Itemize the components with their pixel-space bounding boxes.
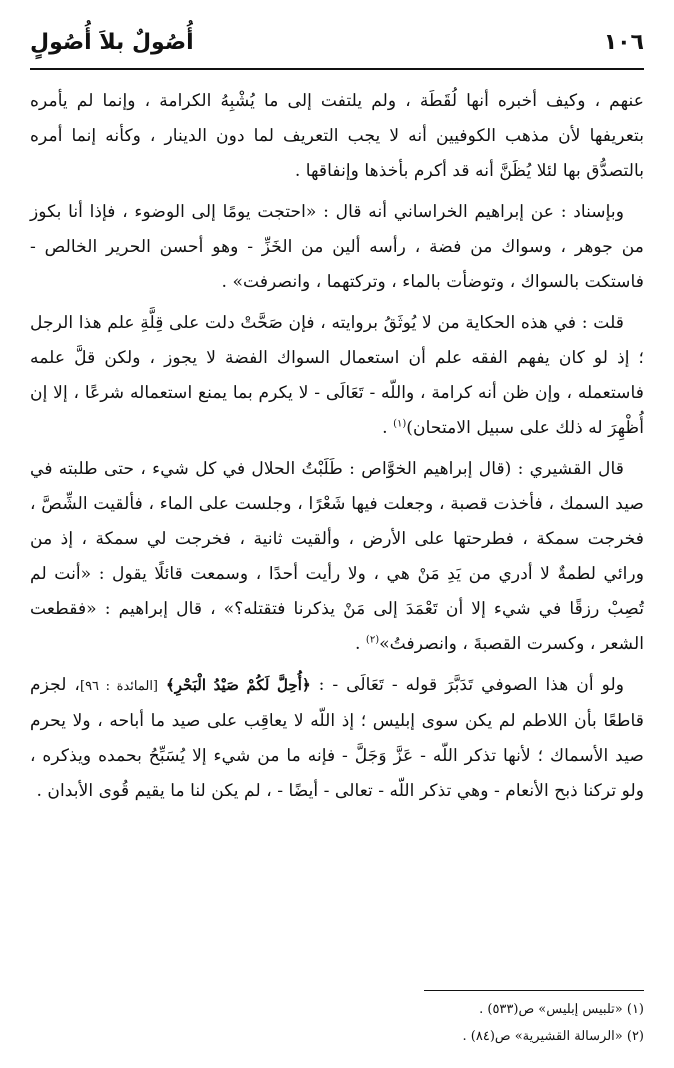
footnote: (٢) «الرسالة القشيرية» ص(٨٤) .	[462, 1029, 644, 1044]
paragraph	[30, 195, 644, 300]
footnote-mark: (١)	[393, 418, 407, 430]
paragraph: قال القشيري : (قال إبراهيم الخوَّاص : طَلَبْتُ الحلال في كل شيء ، حتى طلبته في صيد السمك ، فأخذت قصبة ، وجعلت فيها شَعْرًا ، وجلست على الماء ، فألقيت الشِّصَّ ، فخرجت سمكة ، فطرحتها على الأرض ، وألقيت ثانية ، فخرجت لي سمكة ، إذ من ورائي لطمةٌ لا أدري من يَدِ مَنْ هي ، ولا رأيت أحدًا ، وسمعت قائلًا يقول : «أنت لم تُصِبْ رزقًا في شيء إلا أن تَعْمَدَ إلى مَنْ يذكرنا فتقتله؟» ، قال إبراهيم : «فقطعت الشعر ، وكسرت القصبةَ ، وانصرفتُ»$^{(٢)}$ .	[30, 459, 644, 654]
running-title: أُصُولٌ بلاَ أُصُولٍ	[30, 30, 194, 55]
paragraph-quran	[30, 668, 644, 809]
page-header	[30, 28, 644, 70]
paragraph-text: قلت : في هذه الحكاية من لا يُوثَقُ بروايته ، فإن صَحَّتْ دلت على قِلَّةِ علم هذا الرجل ؛ إذ لو كان يفهم الفقه علم أن استعمال السواك الفضة لا يجوز ، ولكن قلَّ علمه فاستعمله ، وإن ظن أنه كرامة ، واللّه - تَعَالَى - لا يكرم بما يمنع استعماله شرعًا ، إلا إن أُظْهِرَ له ذلك على سبيل الامتحان)	[30, 313, 644, 438]
paragraph	[30, 84, 644, 189]
punctuation: ،	[74, 675, 80, 695]
verse-reference: [المائدة : ٩٦]	[79, 679, 159, 694]
footnote-divider	[424, 990, 644, 991]
footnotes	[30, 996, 644, 1050]
quran-verse: ﴿أُحِلَّ لَكُمْ صَيْدُ الْبَحْرِ﴾	[165, 676, 311, 694]
paragraph-text: وبإسناد : عن إبراهيم الخراساني أنه قال : «احتجت يومًا إلى الوضوء ، فإذا أنا بكوز من جوهر ، وسواك من فضة ، رأسه ألين من الخَزِّ - وهو أحسن الحرير الخالص - فاستكت بالسواك ، وتوضأت بالماء ، وتركتهما ، وانصرفت» .	[30, 202, 644, 292]
paragraph-text: ولو أن هذا الصوفي تَدَبَّرَ قوله - تَعَالَى - :	[318, 675, 625, 695]
main-text	[30, 84, 644, 815]
paragraph-text: عنهم ، وكيف أخبره أنها لُقَطَة ، ولم يلتفت إلى ما يُشْبِهُ الكرامة ، وإنما لم يأمره بتعريفها لأن مذهب الكوفيين أنه لا يجب التعريف لما دون الدينار ، وكأنه إنما أمره بالتصدُّق بها لئلا يُظَنَّ أنه قد أكرم بأخذها وإنفاقها .	[30, 91, 644, 181]
page-number: ١٠٦	[603, 30, 644, 55]
footnote: (١) «تلبيس إبليس» ص(٥٣٣) .	[479, 1002, 644, 1017]
paragraph-text: لجزم قاطعًا بأن اللاطم لم يكن سوى إبليس ؛ إذ اللّه لا يعاقِب على صيد ما أباحه ، ولا يحرم صيد الأسماك ؛ لأنها تذكر اللّه - عَزَّ وَجَلَّ - فإنه ما من شيء إلا يُسَبِّحُ بحمده ويذكره ، ولو تركنا ذبح الأنعام - وهي تذكر اللّه - تعالى - أيضًا - ، لم يكن لنا ما يقيم قُوى الأبدان .	[30, 675, 644, 801]
paragraph: قلت : في هذه الحكاية من لا يُوثَقُ بروايته ، فإن صَحَّتْ دلت على قِلَّةِ علم هذا الرجل ؛ إذ لو كان يفهم الفقه علم أن استعمال السواك الفضة لا يجوز ، ولكن قلَّ علمه فاستعمله ، وإن ظن أنه كرامة ، واللّه - تَعَالَى - لا يكرم بما يمنع استعماله شرعًا ، إلا إن أُظْهِرَ له ذلك على سبيل الامتحان)$^{(١)}$ .	[30, 313, 644, 438]
paragraph-text: قال القشيري : (قال إبراهيم الخوَّاص : طَلَبْتُ الحلال في كل شيء ، حتى طلبته في صيد السمك ، فأخذت قصبة ، وجعلت فيها شَعْرًا ، وجلست على الماء ، فألقيت الشِّصَّ ، فخرجت سمكة ، فطرحتها على الأرض ، وألقيت ثانية ، فخرجت لي سمكة ، إذ من ورائي لطمةٌ لا أدري من يَدِ مَنْ هي ، ولا رأيت أحدًا ، وسمعت قائلًا يقول : «أنت لم تُصِبْ رزقًا في شيء إلا أن تَعْمَدَ إلى مَنْ يذكرنا فتقتله؟» ، قال إبراهيم : «فقطعت الشعر ، وكسرت القصبةَ ، وانصرفتُ»	[30, 459, 644, 654]
footnote-mark: (٢)	[365, 634, 380, 646]
